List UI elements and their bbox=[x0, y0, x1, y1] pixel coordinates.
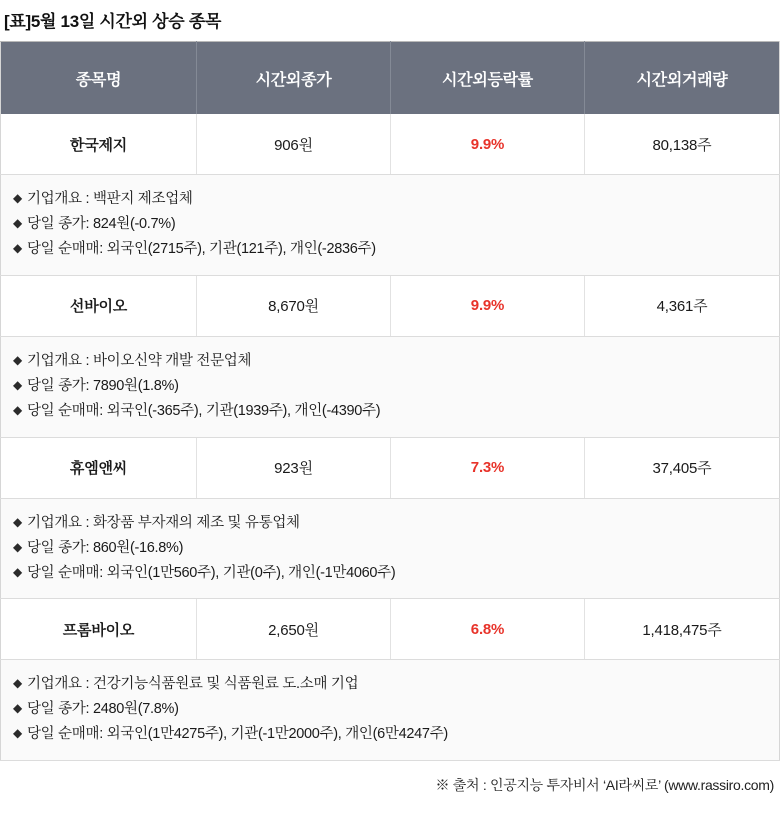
stock-rate: 9.9% bbox=[391, 275, 585, 336]
detail-text: 당일 종가: 824원(-0.7%) bbox=[26, 215, 176, 232]
stock-price: 923원 bbox=[197, 437, 391, 498]
table-header-row bbox=[1, 42, 780, 115]
stock-rate: 9.9% bbox=[391, 114, 585, 175]
detail-line bbox=[13, 374, 769, 399]
detail-text: 당일 종가: 2480원(7.8%) bbox=[26, 701, 179, 718]
stock-rate: 7.3% bbox=[391, 437, 585, 498]
detail-text: 기업개요 : 건강기능식품원료 및 식품원료 도.소매 기업 bbox=[26, 676, 359, 693]
diamond-bullet-icon: ◆ bbox=[13, 240, 22, 255]
detail-row bbox=[1, 660, 780, 761]
detail-text: 당일 순매매: 외국인(2715주), 기관(121주), 개인(-2836주) bbox=[26, 240, 376, 257]
stock-name: 한국제지 bbox=[1, 114, 197, 175]
detail-text: 기업개요 : 바이오신약 개발 전문업체 bbox=[26, 352, 252, 369]
detail-text: 기업개요 : 백판지 제조업체 bbox=[26, 191, 193, 207]
diamond-bullet-icon: ◆ bbox=[13, 402, 22, 417]
detail-cell bbox=[1, 175, 780, 276]
stock-name: 프롬바이오 bbox=[1, 599, 197, 660]
column-header-name: 종목명 bbox=[1, 42, 197, 115]
detail-row bbox=[1, 498, 780, 599]
detail-line bbox=[13, 511, 769, 536]
diamond-bullet-icon: ◆ bbox=[13, 352, 22, 367]
stock-volume: 80,138주 bbox=[585, 114, 780, 175]
table-header bbox=[1, 42, 780, 115]
detail-text: 당일 종가: 7890원(1.8%) bbox=[26, 377, 179, 394]
diamond-bullet-icon: ◆ bbox=[13, 701, 22, 716]
detail-text: 당일 순매매: 외국인(-365주), 기관(1939주), 개인(-4390주) bbox=[26, 402, 381, 419]
detail-line bbox=[13, 561, 769, 586]
table-row bbox=[1, 599, 780, 660]
diamond-bullet-icon: ◆ bbox=[13, 726, 22, 741]
detail-cell bbox=[1, 498, 780, 599]
diamond-bullet-icon: ◆ bbox=[13, 215, 22, 230]
detail-text: 기업개요 : 화장품 부자재의 제조 및 유통업체 bbox=[26, 514, 300, 531]
table-row bbox=[1, 114, 780, 175]
stock-volume: 1,418,475주 bbox=[585, 599, 780, 660]
stock-table bbox=[0, 41, 780, 761]
diamond-bullet-icon: ◆ bbox=[13, 539, 22, 554]
detail-line bbox=[13, 399, 769, 424]
detail-text: 당일 순매매: 외국인(1만560주), 기관(0주), 개인(-1만4060주) bbox=[26, 564, 396, 581]
detail-line bbox=[13, 349, 769, 374]
stock-volume: 37,405주 bbox=[585, 437, 780, 498]
diamond-bullet-icon: ◆ bbox=[13, 564, 22, 579]
stock-price: 906원 bbox=[197, 114, 391, 175]
detail-line bbox=[13, 722, 769, 747]
detail-line bbox=[13, 212, 769, 237]
table-row bbox=[1, 275, 780, 336]
diamond-bullet-icon: ◆ bbox=[13, 377, 22, 392]
diamond-bullet-icon: ◆ bbox=[13, 191, 22, 205]
source-footer: ※ 출처 : 인공지능 투자비서 ‘AI라씨로’ (www.rassiro.com) bbox=[435, 777, 774, 794]
column-header-rate: 시간외등락률 bbox=[391, 42, 585, 115]
stock-name: 선바이오 bbox=[1, 275, 197, 336]
detail-row bbox=[1, 175, 780, 276]
column-header-volume: 시간외거래량 bbox=[585, 42, 780, 115]
diamond-bullet-icon: ◆ bbox=[13, 514, 22, 529]
diamond-bullet-icon: ◆ bbox=[13, 676, 22, 691]
detail-row bbox=[1, 336, 780, 437]
detail-line bbox=[13, 697, 769, 722]
detail-line bbox=[13, 536, 769, 561]
detail-cell bbox=[1, 660, 780, 761]
stock-price: 2,650원 bbox=[197, 599, 391, 660]
stock-price: 8,670원 bbox=[197, 275, 391, 336]
detail-line bbox=[13, 672, 769, 697]
stock-rate: 6.8% bbox=[391, 599, 585, 660]
table-row bbox=[1, 437, 780, 498]
stock-name: 휴엠앤씨 bbox=[1, 437, 197, 498]
detail-text: 당일 순매매: 외국인(1만4275주), 기관(-1만2000주), 개인(6만4247주) bbox=[26, 726, 448, 743]
page-title: [표]5월 13일 시간외 상승 종목 bbox=[4, 12, 222, 31]
column-header-price: 시간외종가 bbox=[197, 42, 391, 115]
detail-line bbox=[13, 237, 769, 262]
stock-volume: 4,361주 bbox=[585, 275, 780, 336]
detail-text: 당일 종가: 860원(-16.8%) bbox=[26, 539, 184, 556]
table-body bbox=[1, 114, 780, 761]
detail-cell bbox=[1, 336, 780, 437]
detail-line bbox=[13, 187, 769, 212]
